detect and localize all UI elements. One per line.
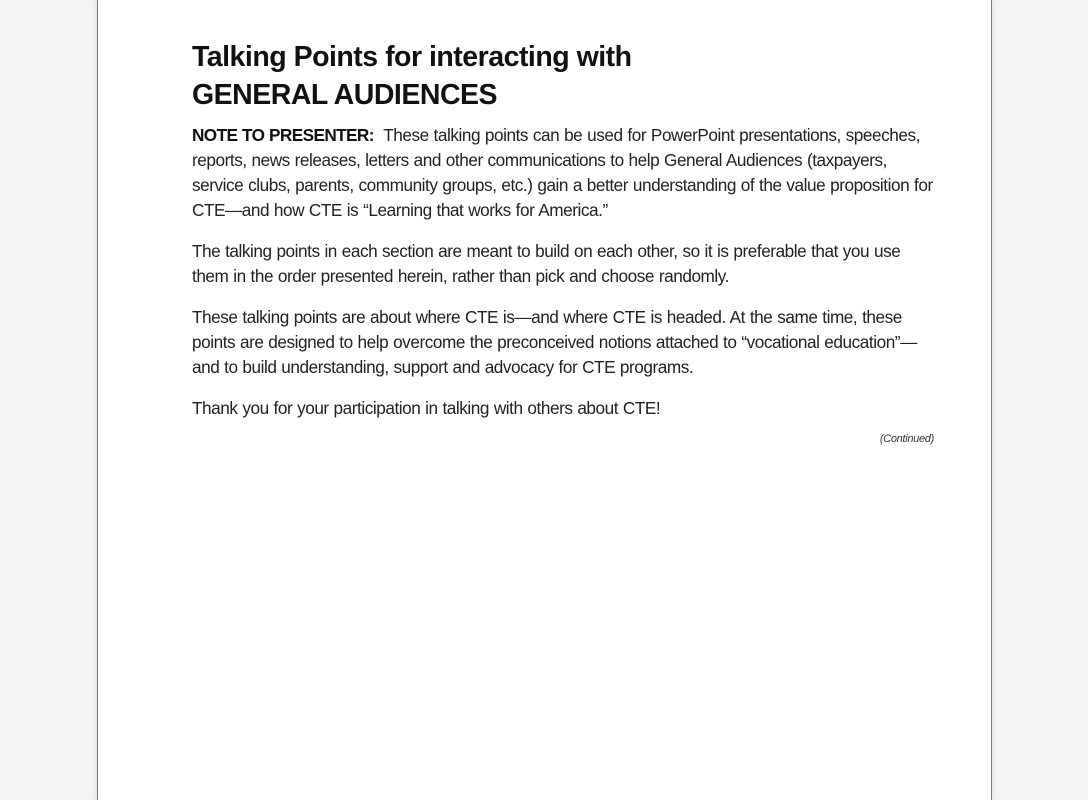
note-label: NOTE TO PRESENTER: — [192, 125, 374, 145]
title-line-1: Talking Points for interacting with — [192, 41, 632, 73]
continued-label: (Continued) — [879, 433, 934, 445]
paragraph-direction: These talking points are about where CTE is—and where CTE is headed. At the same time, these points are designed to help overcome the preconceived notions attached to “vocational education”—and to build understanding, support and advocacy for CTE programs. — [192, 307, 917, 377]
note-paragraph — [192, 123, 934, 223]
note-text: These talking points can be used for PowerPoint presentations, speeches, reports, news releases, letters and other communications to help General Audiences (taxpayers, service clubs, parents, community groups, etc.) gain a better understanding of the value proposition for CTE—and how CTE is “Learning that works for America.” — [192, 125, 933, 220]
title-line-2: GENERAL AUDIENCES — [192, 79, 498, 111]
page-content — [192, 38, 934, 445]
page-title — [192, 38, 934, 114]
paragraph-order: The talking points in each section are meant to build on each other, so it is preferable that you use them in the order presented herein, rather than pick and choose randomly. — [192, 241, 901, 286]
document-page — [97, 0, 992, 800]
paragraph-thanks: Thank you for your participation in talking with others about CTE! — [192, 398, 661, 418]
